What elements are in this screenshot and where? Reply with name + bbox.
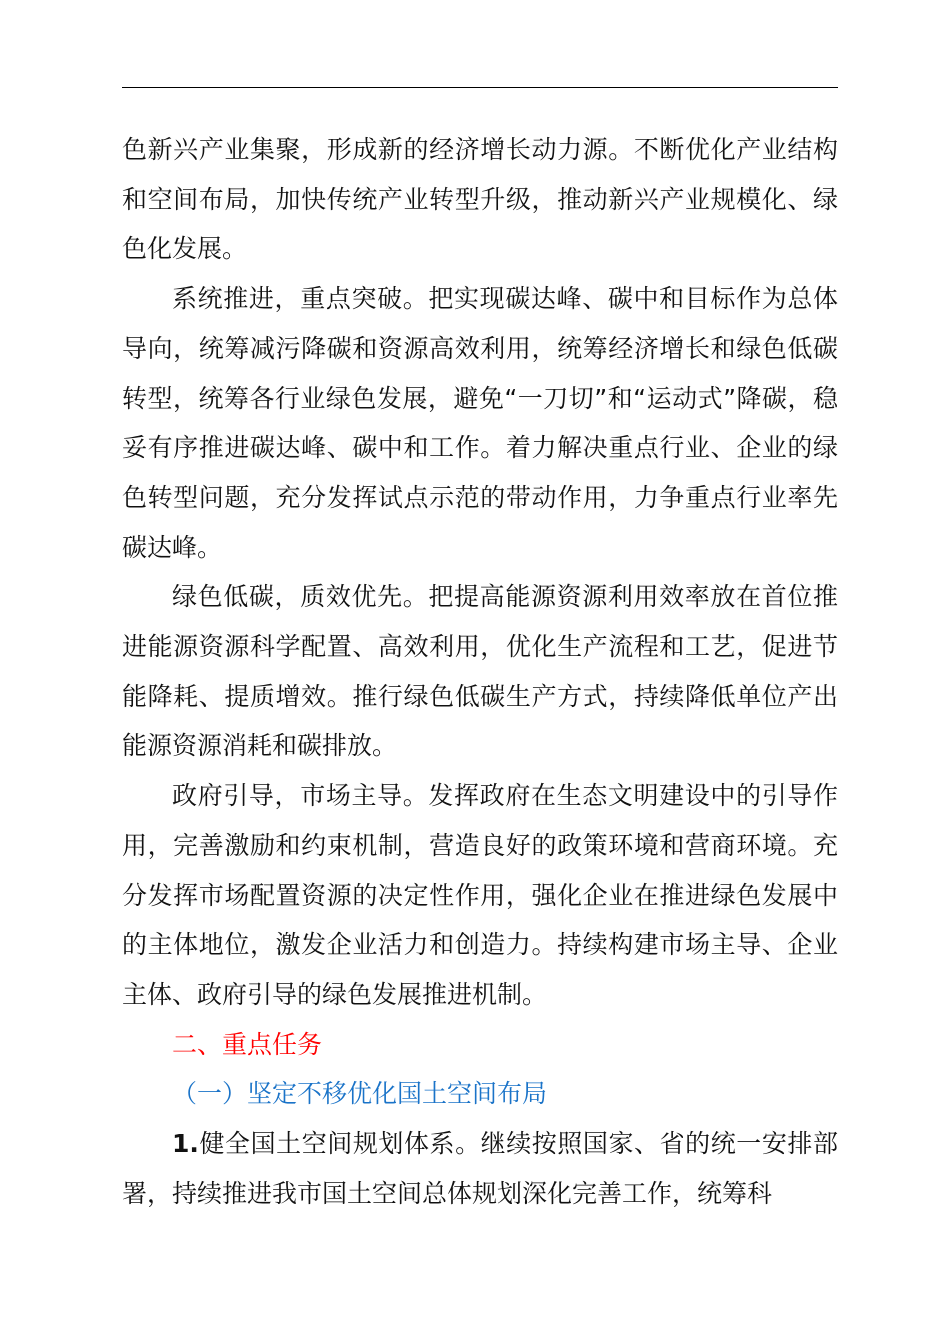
- list-item-text: 健全国土空间规划体系。继续按照国家、省的统一安排部署，持续推进我市国土空间总体规划深化完善工作，统筹科: [122, 1129, 838, 1208]
- list-item-1: [122, 1119, 838, 1218]
- list-item-number: 1.: [172, 1129, 199, 1159]
- subsection-heading: （一）坚定不移优化国土空间布局: [172, 1079, 548, 1109]
- document-body: [122, 125, 838, 1218]
- paragraph-green-low-carbon: 绿色低碳，质效优先。把提高能源资源利用效率放在首位推进能源资源科学配置、高效利用，优化生产流程和工艺，促进节能降耗、提质增效。推行绿色低碳生产方式，持续降低单位产出能源资源消耗和碳排放。: [122, 582, 838, 761]
- paragraph-government-guidance: 政府引导，市场主导。发挥政府在生态文明建设中的引导作用，完善激励和约束机制，营造良好的政策环境和营商环境。充分发挥市场配置资源的决定性作用，强化企业在推进绿色发展中的主体地位，激发企业活力和创造力。持续构建市场主导、企业主体、政府引导的绿色发展推进机制。: [122, 781, 838, 1009]
- header-rule: [122, 87, 838, 88]
- paragraph-continuation: 色新兴产业集聚，形成新的经济增长动力源。不断优化产业结构和空间布局，加快传统产业转型升级，推动新兴产业规模化、绿色化发展。: [122, 135, 838, 264]
- paragraph-systematic-advance: 系统推进，重点突破。把实现碳达峰、碳中和目标作为总体导向，统筹减污降碳和资源高效利用，统筹经济增长和绿色低碳转型，统筹各行业绿色发展，避免“一刀切”和“运动式”降碳，稳妥有序推进碳达峰、碳中和工作。着力解决重点行业、企业的绿色转型问题，充分发挥试点示范的带动作用，力争重点行业率先碳达峰。: [122, 284, 838, 562]
- section-heading: 二、重点任务: [172, 1029, 323, 1059]
